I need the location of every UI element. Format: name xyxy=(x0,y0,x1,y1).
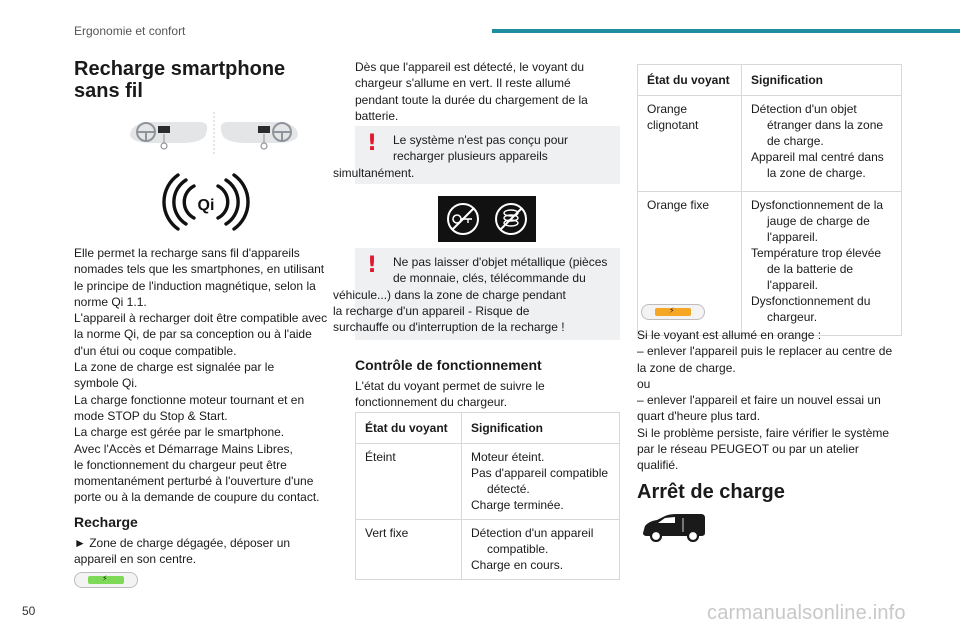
intro-text: Elle permet la recharge sans fil d'appareils nomades tels que les smartphones, en utilisant le principe de l'induction magnétique, selon la norme Qi 1.1. L'appareil à recharger doit être compatible avec la norme Qi, de par sa conception ou à l'aide d'un étui ou coque compatible. La zone de charge est signalée par le symbole Qi. La charge fonctionne moteur tournant et en mode STOP du Stop & Start. La charge est gérée par le smartphone. Avec l'Accès et Démarrage Mains Libres, le fonctionnement du chargeur peut être momentanément perturbé à l'ouverture d'une porte ou à la demande de coupure du contact. xyxy=(74,246,328,505)
table-header-meaning: Signification xyxy=(462,413,620,444)
orange-instructions: Si le voyant est allumé en orange : – enlever l'appareil puis le replacer au centre de la zone de charge. ou – enlever l'appareil et faire un nouvel essai un quart d'heure plus tard. Si le problème persiste, faire vérifier le système par le réseau PEUGEOT ou par un atelier qualifié. xyxy=(637,328,893,473)
detect-text: Dès que l'appareil est détecté, le voyant du chargeur s'allume en vert. Il reste allumé pendant toute la durée du chargement de la batterie. xyxy=(355,60,588,123)
no-metal-objects-icon xyxy=(438,196,536,242)
qi-symbol: Qi xyxy=(197,197,215,214)
header-title: Ergonomie et confort xyxy=(74,24,186,38)
table-row: Orange clignotant Détection d'un objet étranger dans la zone de charge. Appareil mal centré dans la zone de charge. xyxy=(638,96,902,192)
page-title: Recharge smartphone sans fil xyxy=(74,58,286,102)
warning-box-metal-objects: ! Ne pas laisser d'objet métallique (pièces de monnaie, clés, télécommande du véhicule...) dans la zone de charge pendant la recharge d'un appareil - Risque de surchauffe ou d'interruption de la recharge ! xyxy=(355,248,620,340)
stop-charge-heading: Arrêt de charge xyxy=(637,481,785,503)
table-row: Éteint Moteur éteint. Pas d'appareil compatible détecté. Charge terminée. xyxy=(356,444,620,520)
steering-wheel-icon xyxy=(124,110,304,156)
warning-box-multiple-devices: ! Le système n'est pas conçu pour recharger plusieurs appareils simultanément. xyxy=(355,126,620,184)
van-icon xyxy=(641,512,707,542)
recharge-step: ► Zone de charge dégagée, déposer un appareil en son centre. xyxy=(74,536,291,567)
status-table-1 xyxy=(355,412,620,580)
charger-led-icon xyxy=(641,304,705,320)
table-header-state: État du voyant xyxy=(356,413,462,444)
page-number: 50 xyxy=(22,604,36,618)
recharge-heading: Recharge xyxy=(74,514,138,530)
table-header-state: État du voyant xyxy=(638,65,742,96)
warning-icon: ! xyxy=(367,253,378,278)
control-heading: Contrôle de fonctionnement xyxy=(355,357,542,373)
control-text: L'état du voyant permet de suivre le fonctionnement du chargeur. xyxy=(355,379,545,410)
qi-wireless-icon xyxy=(156,172,256,232)
charger-led-icon xyxy=(74,572,138,588)
status-table-2 xyxy=(637,64,902,336)
table-header-meaning: Signification xyxy=(742,65,902,96)
warning-icon: ! xyxy=(367,131,378,156)
table-row: Orange fixe Dysfonctionnement de la jauge de charge de l'appareil. Température trop élevée de la batterie de l'appareil. Dysfonctionnement du chargeur. xyxy=(638,192,902,336)
table-row: Vert fixe Détection d'un appareil compatible. Charge en cours. xyxy=(356,520,620,580)
watermark: carmanualsonline.info xyxy=(707,602,906,624)
header-accent-bar xyxy=(492,29,960,33)
